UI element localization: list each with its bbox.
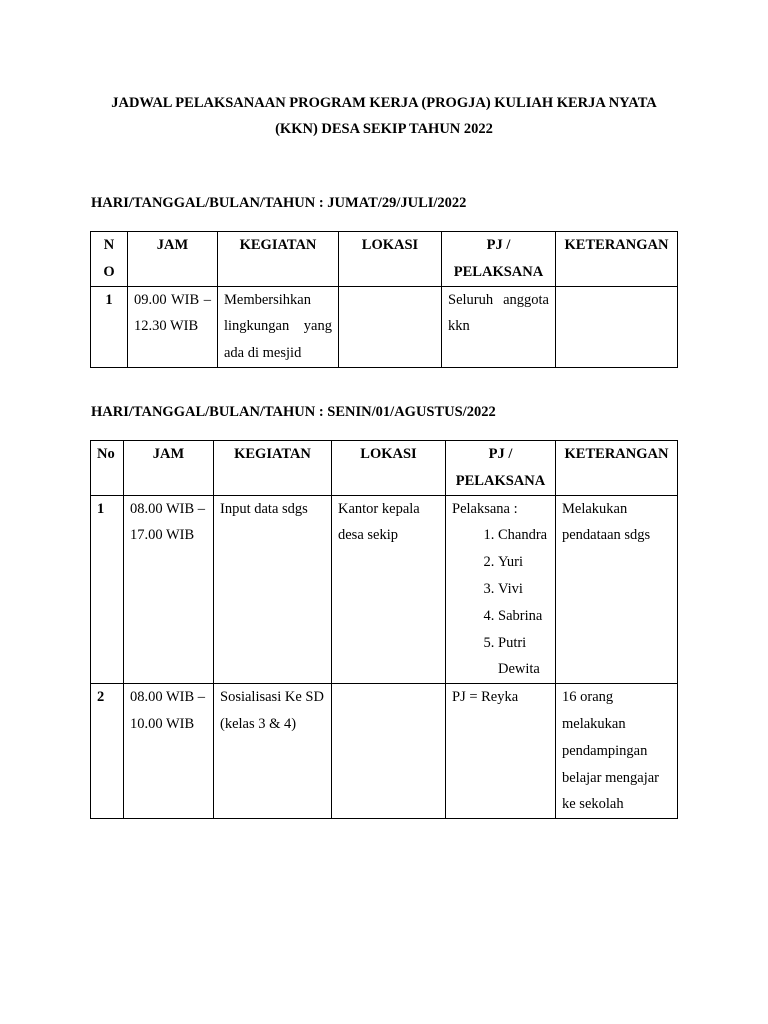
cell-keterangan: Melakukan pendataan sdgs [556, 495, 678, 684]
schedule1-table [90, 231, 678, 368]
header-no: N O [91, 232, 128, 287]
cell-kegiatan: Sosialisasi Ke SD (kelas 3 & 4) [214, 684, 332, 819]
schedule2-table [90, 440, 678, 819]
list-item: 1. Chandra [498, 522, 549, 549]
list-item: 5. Putri Dewita [498, 630, 549, 684]
cell-keterangan [556, 286, 678, 367]
header-no: No [91, 441, 124, 496]
cell-lokasi [339, 286, 442, 367]
cell-no: 1 [91, 495, 124, 684]
table-header-row [91, 441, 678, 496]
schedule1-date-label: HARI/TANGGAL/BULAN/TAHUN : JUMAT/29/JULI/2022 [91, 195, 467, 211]
cell-pj: Seluruh anggota kkn [442, 286, 556, 367]
header-pj: PJ / PELAKSANA [442, 232, 556, 287]
list-item: 4. Sabrina [498, 603, 549, 630]
cell-jam: 09.00 WIB – 12.30 WIB [128, 286, 218, 367]
cell-no: 1 [91, 286, 128, 367]
header-kegiatan: KEGIATAN [214, 441, 332, 496]
table-header-row [91, 232, 678, 287]
table-row [91, 684, 678, 819]
schedule2-date-label: HARI/TANGGAL/BULAN/TAHUN : SENIN/01/AGUSTUS/2022 [91, 404, 496, 420]
pj-label: Pelaksana : [452, 500, 518, 517]
list-item: 3. Vivi [498, 576, 549, 603]
cell-no: 2 [91, 684, 124, 819]
table-row [91, 495, 678, 684]
title-line-1: JADWAL PELAKSANAAN PROGRAM KERJA (PROGJA) KULIAH KERJA NYATA [111, 95, 657, 111]
header-lokasi: LOKASI [332, 441, 446, 496]
cell-keterangan: 16 orang melakukan pendampingan belajar mengajar ke sekolah [556, 684, 678, 819]
header-pj: PJ / PELAKSANA [446, 441, 556, 496]
header-keterangan: KETERANGAN [556, 232, 678, 287]
title-line-2: (KKN) DESA SEKIP TAHUN 2022 [275, 121, 493, 137]
cell-jam: 08.00 WIB – 10.00 WIB [124, 684, 214, 819]
cell-kegiatan: Membersihkan lingkungan yang ada di mesjid [218, 286, 339, 367]
document-title [60, 90, 708, 142]
cell-pj [446, 495, 556, 684]
cell-kegiatan: Input data sdgs [214, 495, 332, 684]
cell-pj: PJ = Reyka [446, 684, 556, 819]
pelaksana-list [452, 522, 549, 683]
cell-lokasi [332, 684, 446, 819]
header-jam: JAM [128, 232, 218, 287]
header-kegiatan: KEGIATAN [218, 232, 339, 287]
header-keterangan: KETERANGAN [556, 441, 678, 496]
cell-jam: 08.00 WIB – 17.00 WIB [124, 495, 214, 684]
header-lokasi: LOKASI [339, 232, 442, 287]
cell-lokasi: Kantor kepala desa sekip [332, 495, 446, 684]
header-jam: JAM [124, 441, 214, 496]
table-row [91, 286, 678, 367]
list-item: 2. Yuri [498, 549, 549, 576]
